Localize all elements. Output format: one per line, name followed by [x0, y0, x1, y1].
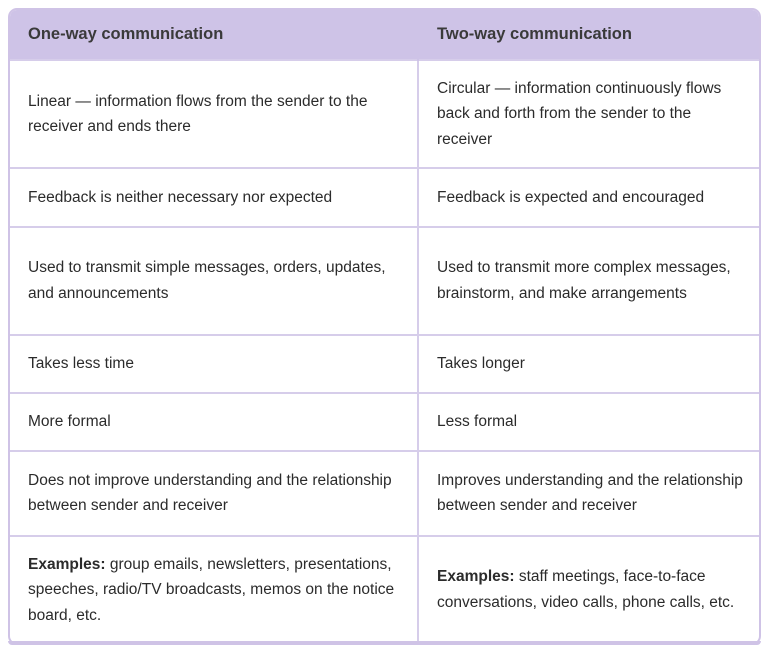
cell-two-way-formality: Less formal	[418, 393, 759, 451]
cell-two-way-usage: Used to transmit more complex messages, brainstorm, and make arrangements	[418, 227, 759, 335]
cell-two-way-examples	[418, 536, 759, 643]
table-header	[10, 10, 759, 60]
cell-one-way-usage: Used to transmit simple messages, orders, updates, and announcements	[10, 227, 418, 335]
table-row	[10, 168, 759, 226]
table-bottom-border	[8, 641, 761, 645]
header-row	[10, 10, 759, 60]
header-two-way: Two-way communication	[418, 10, 759, 60]
examples-label: Examples:	[28, 555, 106, 573]
comparison-table	[10, 10, 759, 643]
cell-one-way-feedback: Feedback is neither necessary nor expected	[10, 168, 418, 226]
cell-one-way-time: Takes less time	[10, 335, 418, 393]
cell-one-way-direction: Linear — information flows from the sender to the receiver and ends there	[10, 60, 418, 168]
header-one-way: One-way communication	[10, 10, 418, 60]
table-row	[10, 536, 759, 643]
cell-one-way-examples	[10, 536, 418, 643]
table-row	[10, 393, 759, 451]
examples-label: Examples:	[437, 568, 515, 586]
cell-two-way-time: Takes longer	[418, 335, 759, 393]
examples-two-way-text: staff meetings, face-to-face conversations, video calls, phone calls, etc.	[437, 568, 735, 611]
cell-two-way-direction: Circular — information continuously flows back and forth from the sender to the receiver	[418, 60, 759, 168]
table-row	[10, 451, 759, 535]
cell-one-way-formality: More formal	[10, 393, 418, 451]
cell-one-way-understanding: Does not improve understanding and the relationship between sender and receiver	[10, 451, 418, 535]
examples-one-way-text: group emails, newsletters, presentations, speeches, radio/TV broadcasts, memos on the notice board, etc.	[28, 555, 395, 624]
cell-two-way-understanding: Improves understanding and the relationship between sender and receiver	[418, 451, 759, 535]
table-body	[10, 60, 759, 643]
table-row	[10, 227, 759, 335]
table-row	[10, 335, 759, 393]
comparison-table-container	[8, 8, 761, 645]
cell-two-way-feedback: Feedback is expected and encouraged	[418, 168, 759, 226]
table-row	[10, 60, 759, 168]
